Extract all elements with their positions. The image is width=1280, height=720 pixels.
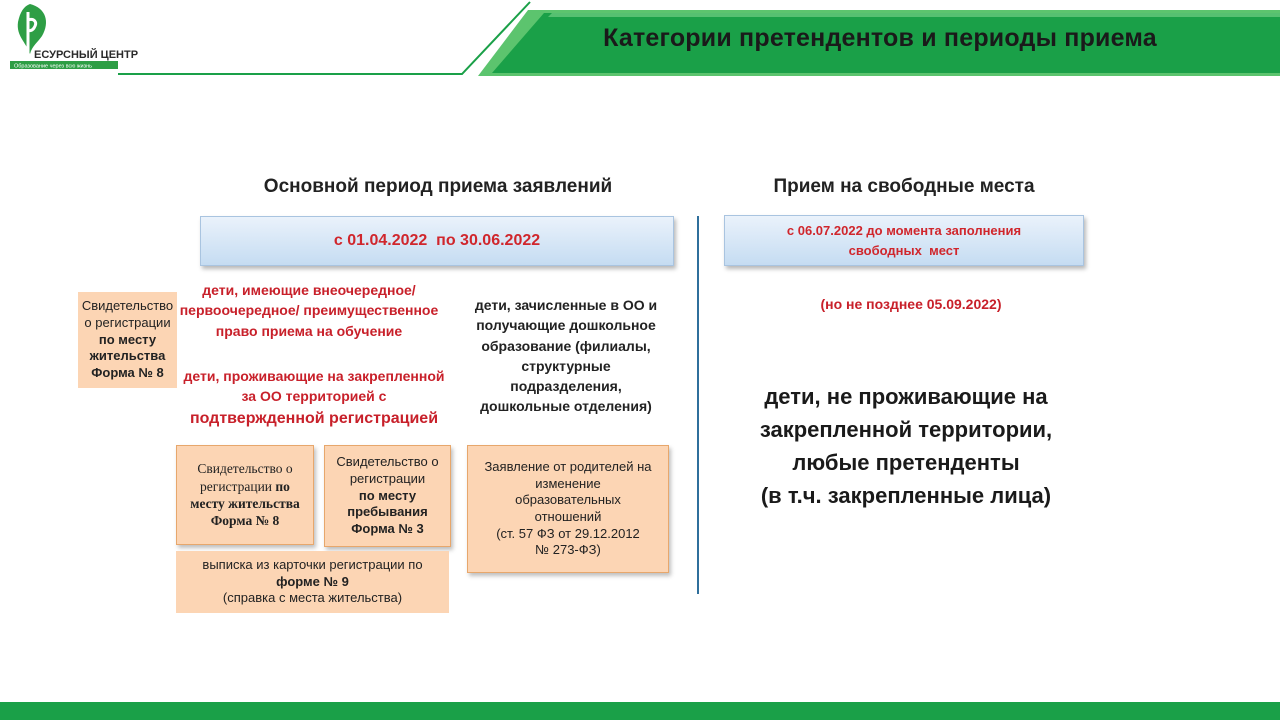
footer-bar xyxy=(0,702,1280,720)
document-application-line3: № 273-ФЗ) xyxy=(535,542,601,558)
priority-children-text: дети, имеющие внеочередное/первоочередное/ преимущественное право приема на обучение xyxy=(179,282,439,339)
header-underline xyxy=(118,0,538,80)
main-period-heading: Основной период приема заявлений xyxy=(263,176,613,197)
free-places-categories-line1: дети, не проживающие на xyxy=(764,384,1048,409)
page-title: Категории претендентов и периоды приема xyxy=(603,24,1157,52)
document-form8-line2: месту жительства Форма № 8 xyxy=(190,496,300,529)
free-places-categories xyxy=(700,380,1112,512)
main-period-dates-box xyxy=(200,216,674,266)
document-application-line1: Заявление от родителей на изменение образовательных отношений xyxy=(484,459,652,524)
free-places-dates-box xyxy=(724,215,1084,266)
document-form8-side-line2: по месту жительства Форма № 8 xyxy=(89,331,166,380)
document-form9-line2: форме № 9 xyxy=(276,573,349,589)
free-places-dates: с 06.07.2022 до момента заполнения свободных мест xyxy=(786,223,1025,258)
document-form3 xyxy=(324,445,451,547)
document-form8-side xyxy=(78,292,177,388)
svg-text:Образование через всю жизнь: Образование через всю жизнь xyxy=(14,63,93,70)
document-form3-line1: Свидетельство о регистрации xyxy=(336,454,439,487)
svg-text:ЕСУРСНЫЙ ЦЕНТР: ЕСУРСНЫЙ ЦЕНТР xyxy=(34,49,139,61)
free-places-deadline: (но не позднее 05.09.2022) xyxy=(820,296,1002,312)
territory-children-text xyxy=(178,366,450,430)
document-form8-line1: Свидетельство о регистрации по xyxy=(197,461,293,494)
resource-center-logo xyxy=(4,2,139,70)
document-form3-line2: по месту пребывания Форма № 3 xyxy=(347,487,428,536)
document-form8 xyxy=(176,445,314,545)
document-form9-line3: (справка с места жительства) xyxy=(222,590,403,606)
document-application-line2: (ст. 57 ФЗ от 29.12.2012 xyxy=(496,525,640,541)
main-period-dates: с 01.04.2022 по 30.06.2022 xyxy=(333,232,541,249)
enrolled-children-text: дети, зачисленные в ОО и получающие дошкольное образование (филиалы, структурные подразделения, дошкольные отделения) xyxy=(474,297,658,415)
free-places-categories-line3: любые претенденты xyxy=(792,450,1020,475)
document-form9 xyxy=(176,551,449,613)
document-form8-side-line1: Свидетельство о регистрации xyxy=(81,298,174,331)
free-places-categories-line4: (в т.ч. закрепленные лица) xyxy=(760,483,1052,508)
document-form9-line1: выписка из карточки регистрации по xyxy=(202,557,423,573)
free-places-heading: Прием на свободные места xyxy=(773,176,1035,197)
column-divider xyxy=(697,216,699,594)
territory-children-line2: подтвержденной регистрацией xyxy=(189,409,439,427)
document-application xyxy=(467,445,669,573)
territory-children-line1: дети, проживающие на закрепленной за ОО территорией с xyxy=(183,368,445,405)
free-places-categories-line2: закрепленной территории, xyxy=(759,417,1053,442)
